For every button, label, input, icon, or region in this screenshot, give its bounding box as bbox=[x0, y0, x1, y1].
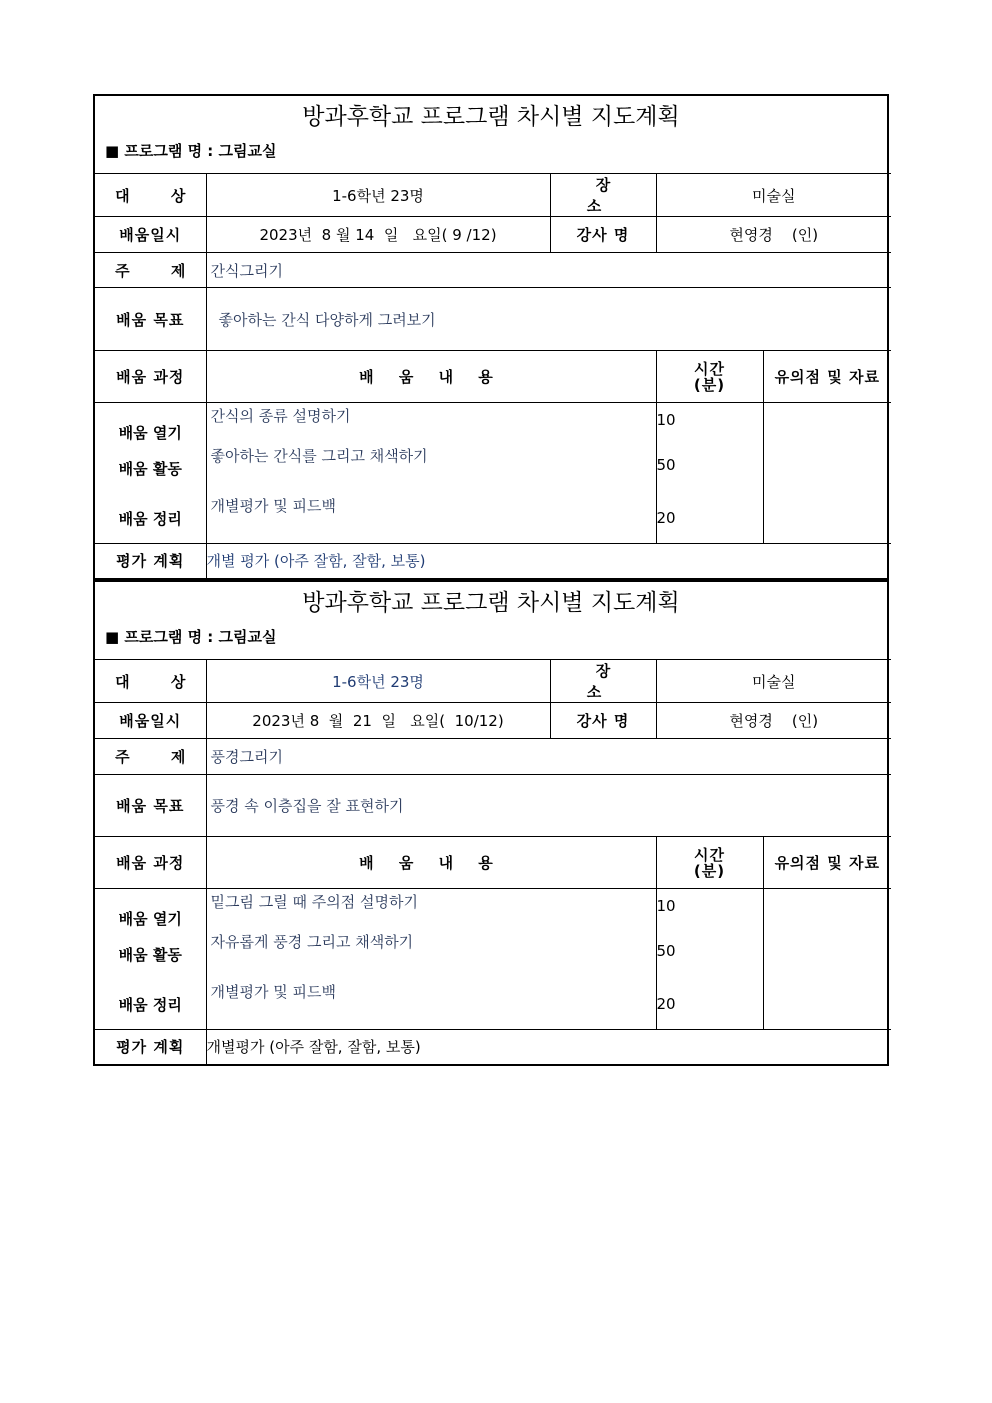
step-content: 간식의 종류 설명하기 bbox=[210, 407, 351, 425]
place-label: 장 소 bbox=[550, 660, 656, 703]
notes-header: 유의점 및 자료 bbox=[763, 351, 891, 403]
goal-label: 배움 목표 bbox=[95, 288, 206, 351]
place-value: 미술실 bbox=[656, 660, 891, 703]
evaluation-value: 개별평가 (아주 잘함, 잘함, 보통) bbox=[206, 1030, 891, 1064]
step-time: 10 bbox=[656, 411, 676, 429]
teacher-label: 강사 명 bbox=[550, 217, 656, 253]
date-value: 2023년 8 월 21 일 요일( 10/12) bbox=[206, 703, 550, 739]
content-header: 배 움 내 용 bbox=[206, 837, 656, 889]
step-time: 20 bbox=[656, 508, 676, 527]
evaluation-value: 개별 평가 (아주 잘함, 잘함, 보통) bbox=[206, 544, 891, 578]
program-name: ■ 프로그램 명 : 그림교실 bbox=[105, 142, 277, 160]
notes-cell bbox=[763, 889, 891, 1030]
date-value: 2023년 8 월 14 일 요일( 9 /12) bbox=[206, 217, 550, 253]
stage-close: 배움 정리 bbox=[118, 509, 182, 528]
date-label: 배움일시 bbox=[95, 703, 206, 739]
plan-title: 방과후학교 프로그램 차시별 지도계획 bbox=[302, 104, 680, 130]
teacher-label: 강사 명 bbox=[550, 703, 656, 739]
teacher-value: 현영경 (인) bbox=[656, 703, 891, 739]
step-time: 10 bbox=[656, 897, 676, 915]
plan-table bbox=[95, 659, 891, 1064]
date-label: 배움일시 bbox=[95, 217, 206, 253]
content-header: 배 움 내 용 bbox=[206, 351, 656, 403]
steps-stage-cell bbox=[95, 403, 206, 544]
target-value: 1-6학년 23명 bbox=[206, 660, 550, 703]
stage-activity: 배움 활동 bbox=[118, 945, 182, 964]
topic-label: 주 제 bbox=[95, 253, 206, 288]
program-name: ■ 프로그램 명 : 그림교실 bbox=[105, 628, 277, 646]
time-header: 시간 (분) bbox=[656, 351, 763, 403]
steps-content-cell bbox=[206, 403, 656, 544]
stage-open: 배움 열기 bbox=[118, 424, 182, 442]
step-time: 50 bbox=[656, 456, 676, 475]
target-value: 1-6학년 23명 bbox=[206, 174, 550, 217]
notes-cell bbox=[763, 403, 891, 544]
topic-value: 풍경그리기 bbox=[206, 739, 891, 775]
stage-close: 배움 정리 bbox=[118, 995, 182, 1014]
target-label: 대 상 bbox=[95, 660, 206, 703]
lesson-plan-2 bbox=[93, 580, 889, 1066]
step-time: 50 bbox=[656, 942, 676, 961]
topic-label: 주 제 bbox=[95, 739, 206, 775]
step-content: 개별평가 및 피드백 bbox=[210, 497, 336, 516]
stage-open: 배움 열기 bbox=[118, 910, 182, 928]
step-content: 좋아하는 간식를 그리고 채색하기 bbox=[210, 447, 428, 466]
lesson-plan-1 bbox=[93, 94, 889, 580]
process-label: 배움 과정 bbox=[95, 837, 206, 889]
teacher-value: 현영경 (인) bbox=[656, 217, 891, 253]
notes-header: 유의점 및 자료 bbox=[763, 837, 891, 889]
step-content: 밑그림 그릴 때 주의점 설명하기 bbox=[210, 893, 418, 911]
step-content: 개별평가 및 피드백 bbox=[210, 983, 336, 1002]
topic-value: 간식그리기 bbox=[206, 253, 891, 288]
plan-title: 방과후학교 프로그램 차시별 지도계획 bbox=[302, 590, 680, 616]
step-content: 자유롭게 풍경 그리고 채색하기 bbox=[210, 933, 414, 952]
goal-value: 풍경 속 이층집을 잘 표현하기 bbox=[206, 775, 891, 837]
process-label: 배움 과정 bbox=[95, 351, 206, 403]
stage-activity: 배움 활동 bbox=[118, 459, 182, 478]
evaluation-label: 평가 계획 bbox=[95, 1030, 206, 1064]
evaluation-label: 평가 계획 bbox=[95, 544, 206, 578]
target-label: 대 상 bbox=[95, 174, 206, 217]
steps-time-cell bbox=[656, 889, 763, 1030]
time-header: 시간 (분) bbox=[656, 837, 763, 889]
place-label: 장 소 bbox=[550, 174, 656, 217]
place-value: 미술실 bbox=[656, 174, 891, 217]
step-time: 20 bbox=[656, 994, 676, 1013]
goal-value: 좋아하는 간식 다양하게 그려보기 bbox=[206, 288, 891, 351]
steps-stage-cell bbox=[95, 889, 206, 1030]
steps-content-cell bbox=[206, 889, 656, 1030]
steps-time-cell bbox=[656, 403, 763, 544]
goal-label: 배움 목표 bbox=[95, 775, 206, 837]
plan-table bbox=[95, 173, 891, 578]
